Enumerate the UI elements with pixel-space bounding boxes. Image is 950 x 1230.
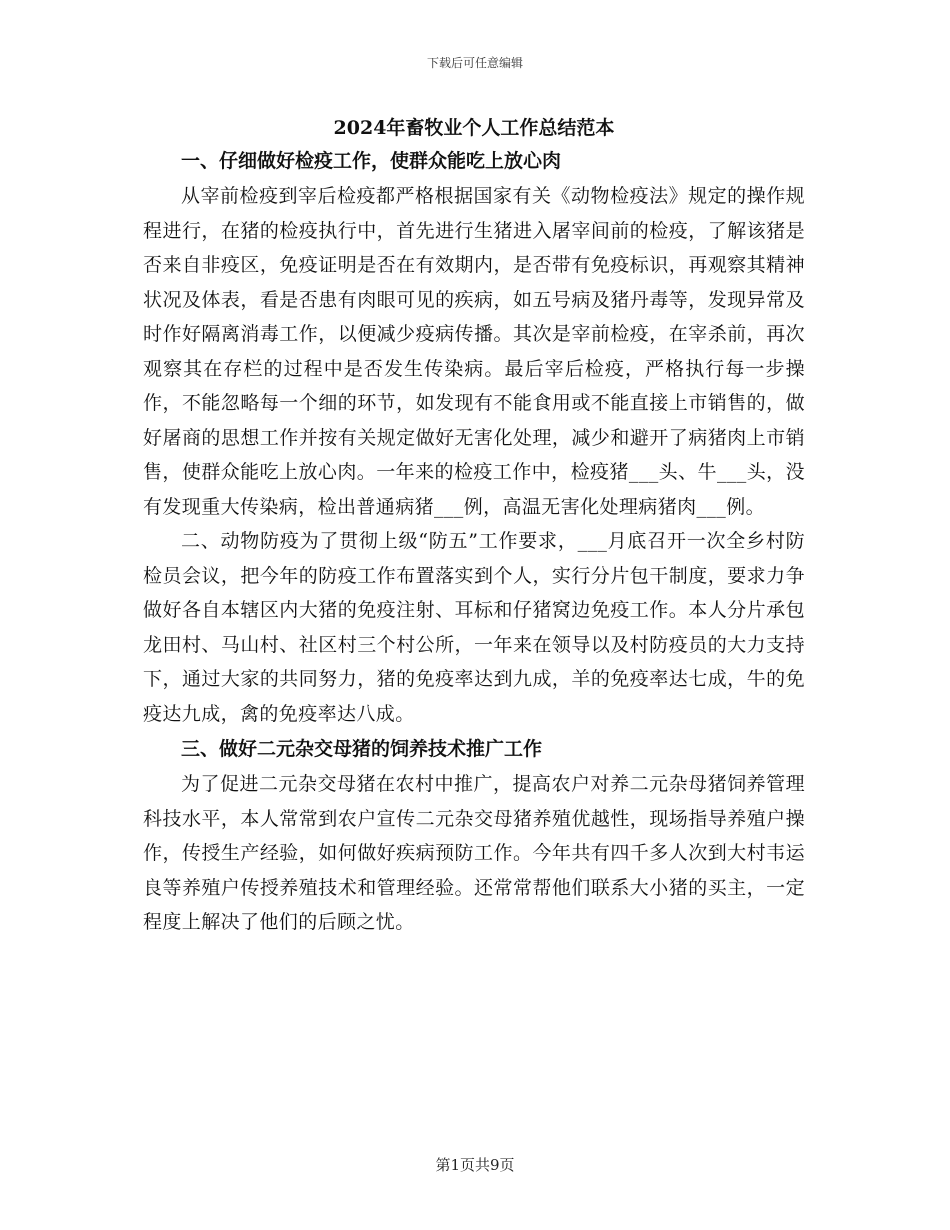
section-2-paragraph: 二、动物防疫为了贯彻上级“防五”工作要求，___月底召开一次全乡村防检员会议，把今年的防疫工作布置落实到个人，实行分片包干制度，要求力争做好各自本辖区内大猪的免疫注射、耳标和仔猪窝边免疫工作。本人分片承包龙田村、马山村、社区村三个村公所，一年来在领导以及村防疫员的大力支持下，通过大家的共同努力，猪的免疫率达到九成，羊的免疫率达七成，牛的免疫达九成，禽的免疫率达八成。 — [143, 530, 805, 725]
section-3-paragraph: 为了促进二元杂交母猪在农村中推广，提高农户对养二元杂母猪饲养管理科技水平，本人常常到农户宣传二元杂交母猪养殖优越性，现场指导养殖户操作，传授生产经验，如何做好疾病预防工作。今年共有四千多人次到大村韦运良等养殖户传授养殖技术和管理经验。还常常帮他们联系大小猪的买主，一定程度上解决了他们的后顾之忧。 — [143, 773, 805, 933]
header-note: 下载后可任意编辑 — [426, 56, 523, 70]
document-body — [143, 112, 805, 940]
section-3-heading: 三、做好二元杂交母猪的饲养技术推广工作 — [181, 738, 543, 760]
page-number: 第1页共9页 — [435, 1156, 515, 1174]
document-title: 2024年畜牧业个人工作总结范本 — [333, 117, 615, 139]
section-1-heading: 一、仔细做好检疫工作，使群众能吃上放心肉 — [181, 150, 562, 172]
section-1-paragraph: 从宰前检疫到宰后检疫都严格根据国家有关《动物检疫法》规定的操作规程进行，在猪的检疫执行中，首先进行生猪进入屠宰间前的检疫，了解该猪是否来自非疫区，免疫证明是否在有效期内，是否带有免疫标识，再观察其精神状况及体表，看是否患有肉眼可见的疾病，如五号病及猪丹毒等，发现异常及时作好隔离消毒工作，以便减少疫病传播。其次是宰前检疫，在宰杀前，再次观察其在存栏的过程中是否发生传染病。最后宰后检疫，严格执行每一步操作，不能忽略每一个细的环节，如发现有不能食用或不能直接上市销售的，做好屠商的思想工作并按有关规定做好无害化处理，减少和避开了病猪肉上市销售，使群众能吃上放心肉。一年来的检疫工作中，检疫猪___头、牛___头，没有发现重大传染病，检出普通病猪___例，高温无害化处理病猪肉___例。 — [143, 185, 805, 518]
